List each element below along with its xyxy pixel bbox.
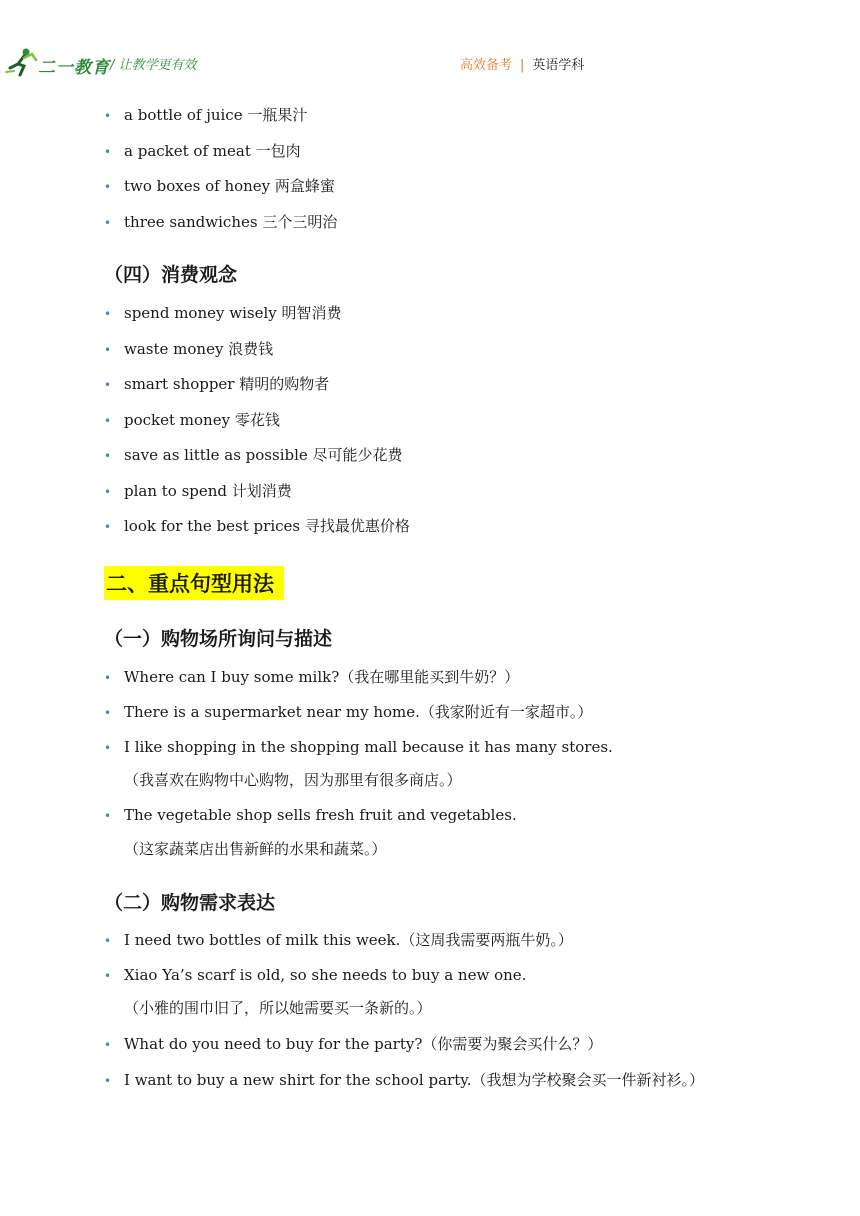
translation-line: （我喜欢在购物中心购物，因为那里有很多商店。） [124, 771, 462, 789]
bullet-icon: • [104, 343, 112, 357]
translation-line: （小雅的围巾旧了，所以她需要买一条新的。） [124, 999, 432, 1017]
bullet-icon: • [104, 809, 112, 823]
runner-logo-icon [4, 46, 40, 78]
list-item: • a packet of meat 一包肉 [104, 140, 301, 163]
section-heading-consumption: （四）消费观念 [104, 264, 238, 286]
list-item: • spend money wisely 明智消费 [104, 302, 342, 325]
bullet-icon: • [104, 180, 112, 194]
bullet-icon: • [104, 414, 112, 428]
bullet-icon: • [104, 741, 112, 755]
page-header [0, 44, 860, 80]
list-item: • I want to buy a new shirt for the school party.（我想为学校聚会买一件新衬衫。） [104, 1069, 704, 1092]
bullet-icon: • [104, 449, 112, 463]
part-heading-key-sentences: 二、重点句型用法 [104, 566, 284, 600]
bullet-icon: • [104, 145, 112, 159]
bullet-icon: • [104, 307, 112, 321]
header-separator: | [520, 58, 525, 73]
bullet-icon: • [104, 969, 112, 983]
list-item: • three sandwiches 三个三明治 [104, 211, 337, 234]
brand-name: 二一教育 [38, 58, 110, 78]
bullet-icon: • [104, 109, 112, 123]
bullet-icon: • [104, 520, 112, 534]
list-item: • two boxes of honey 两盒蜂蜜 [104, 175, 335, 198]
bullet-icon: • [104, 216, 112, 230]
list-item: • I need two bottles of milk this week.（这周我需要两瓶牛奶。） [104, 929, 573, 952]
list-item: • smart shopper 精明的购物者 [104, 373, 329, 396]
list-item: • plan to spend 计划消费 [104, 480, 292, 503]
bullet-icon: • [104, 1038, 112, 1052]
list-item: • Where can I buy some milk?（我在哪里能买到牛奶？） [104, 666, 519, 689]
section-heading-shopping-places: （一）购物场所询问与描述 [104, 628, 333, 650]
list-item: • save as little as possible 尽可能少花费 [104, 444, 403, 467]
bullet-icon: • [104, 671, 112, 685]
translation-line: （这家蔬菜店出售新鲜的水果和蔬菜。） [124, 840, 387, 858]
bullet-icon: • [104, 378, 112, 392]
list-item: • look for the best prices 寻找最优惠价格 [104, 515, 410, 538]
list-item: • I like shopping in the shopping mall because it has many stores. [104, 736, 613, 759]
list-item: • a bottle of juice 一瓶果汁 [104, 104, 307, 127]
list-item: • Xiao Ya’s scarf is old, so she needs to buy a new one. [104, 964, 526, 987]
list-item: • There is a supermarket near my home.（我家附近有一家超市。） [104, 701, 592, 724]
header-left-text: 高效备考 [460, 58, 513, 73]
brand-slogan: / 让教学更有效 [110, 58, 197, 73]
header-right-text: 英语学科 [532, 58, 585, 73]
list-item: • waste money 浪费钱 [104, 338, 273, 361]
list-item: • pocket money 零花钱 [104, 409, 280, 432]
header-subject [460, 54, 584, 73]
bullet-icon: • [104, 485, 112, 499]
bullet-icon: • [104, 934, 112, 948]
list-item: • What do you need to buy for the party?（你需要为聚会买什么？） [104, 1033, 602, 1056]
list-item: • The vegetable shop sells fresh fruit and vegetables. [104, 804, 517, 827]
section-heading-shopping-needs: （二）购物需求表达 [104, 892, 276, 914]
bullet-icon: • [104, 706, 112, 720]
bullet-icon: • [104, 1074, 112, 1088]
